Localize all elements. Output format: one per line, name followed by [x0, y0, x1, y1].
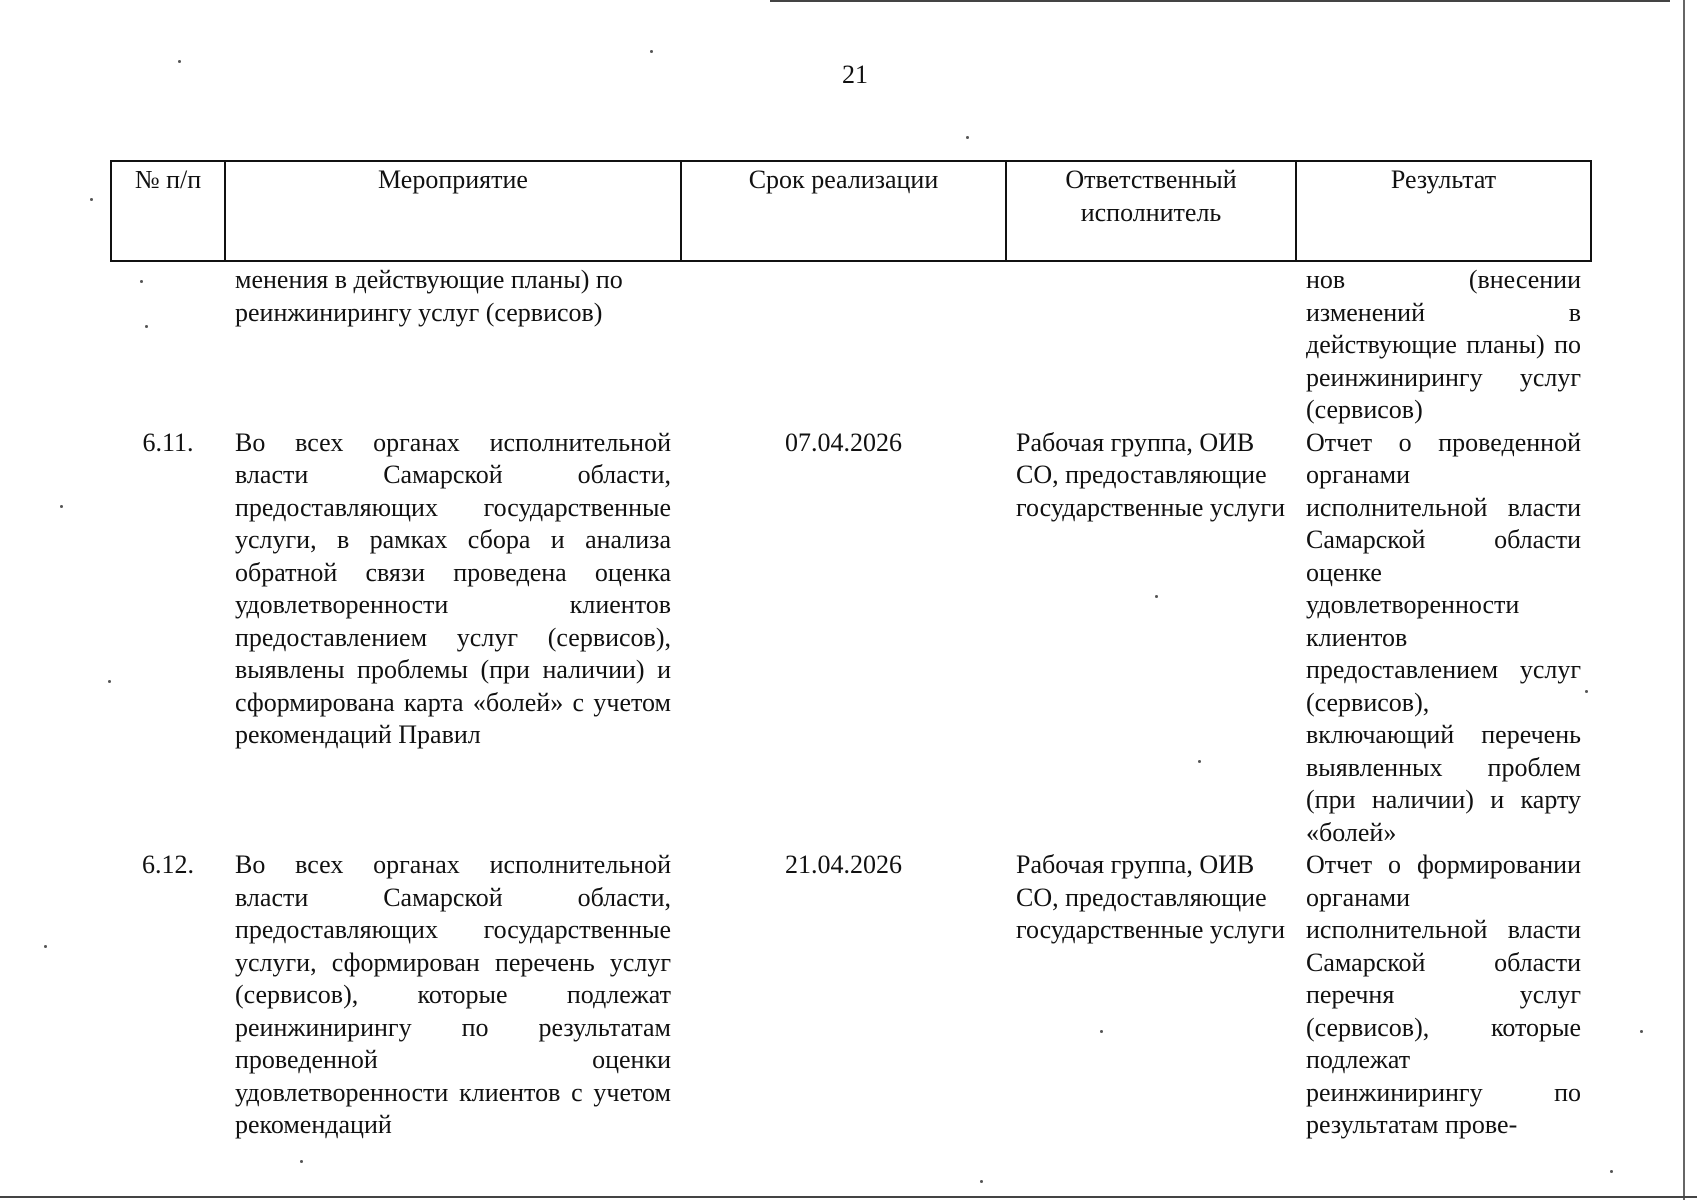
cell-term: 07.04.2026	[785, 427, 902, 457]
table-row	[111, 849, 1591, 1142]
page-number: 21	[842, 60, 868, 89]
plan-table	[110, 160, 1592, 1142]
header-num: № п/п	[111, 161, 225, 261]
cell-term	[681, 261, 1006, 427]
cell-responsible	[1006, 261, 1296, 427]
scan-edge-right	[1683, 0, 1685, 1200]
cell-result: Отчет о проведенной органами исполнительной власти Самарской области оценке удовлетворенности клиентов предоставлением услуг (сервисов), включающий перечень выявленных проблем (при наличии) и карту «болей»	[1306, 427, 1581, 847]
header-result: Результат	[1296, 161, 1591, 261]
cell-result: нов (внесении изменений в действующие планы) по реинжинирингу услуг (сервисов)	[1306, 265, 1581, 424]
cell-activity: Во всех органах исполнительной власти Самарской области, предоставляющих государственные услуги, в рамках сбора и анализа обратной связи проведена оценка удовлетворенности клиентов предоставлением услуг (сервисов), выявлены проблемы (при наличии) и сформирована карта «болей» с учетом рекомендаций Правил	[235, 427, 671, 749]
scan-edge-bottom	[0, 1196, 1697, 1198]
cell-responsible: Рабочая группа, ОИВ СО, предоставляющие государственные услуги	[1016, 427, 1285, 522]
table-row	[111, 427, 1591, 850]
header-activity: Мероприятие	[225, 161, 681, 261]
cell-num: 6.12.	[142, 850, 194, 879]
cell-activity: Во всех органах исполнительной власти Самарской области, предоставляющих государственные услуги, сформирован перечень услуг (сервисов), которые подлежат реинжинирингу по результатам проведенной оценки удовлетворенности клиентов с учетом рекомендаций	[235, 850, 671, 1139]
table-row	[111, 261, 1591, 427]
header-responsible: Ответственный исполнитель	[1006, 161, 1296, 261]
cell-activity: менения в действующие планы) по реинжинирингу услуг (сервисов)	[235, 265, 623, 327]
cell-term: 21.04.2026	[785, 850, 902, 879]
cell-num	[111, 261, 225, 427]
scan-edge-top	[770, 0, 1670, 2]
table-header-row	[111, 161, 1591, 261]
cell-responsible: Рабочая группа, ОИВ СО, предоставляющие государственные услуги	[1016, 850, 1285, 944]
header-term: Срок реализации	[681, 161, 1006, 261]
cell-num: 6.11.	[142, 427, 194, 457]
cell-result: Отчет о формировании органами исполнительной власти Самарской области перечня услуг (сервисов), которые подлежат реинжинирингу по результатам прове-	[1306, 850, 1581, 1139]
